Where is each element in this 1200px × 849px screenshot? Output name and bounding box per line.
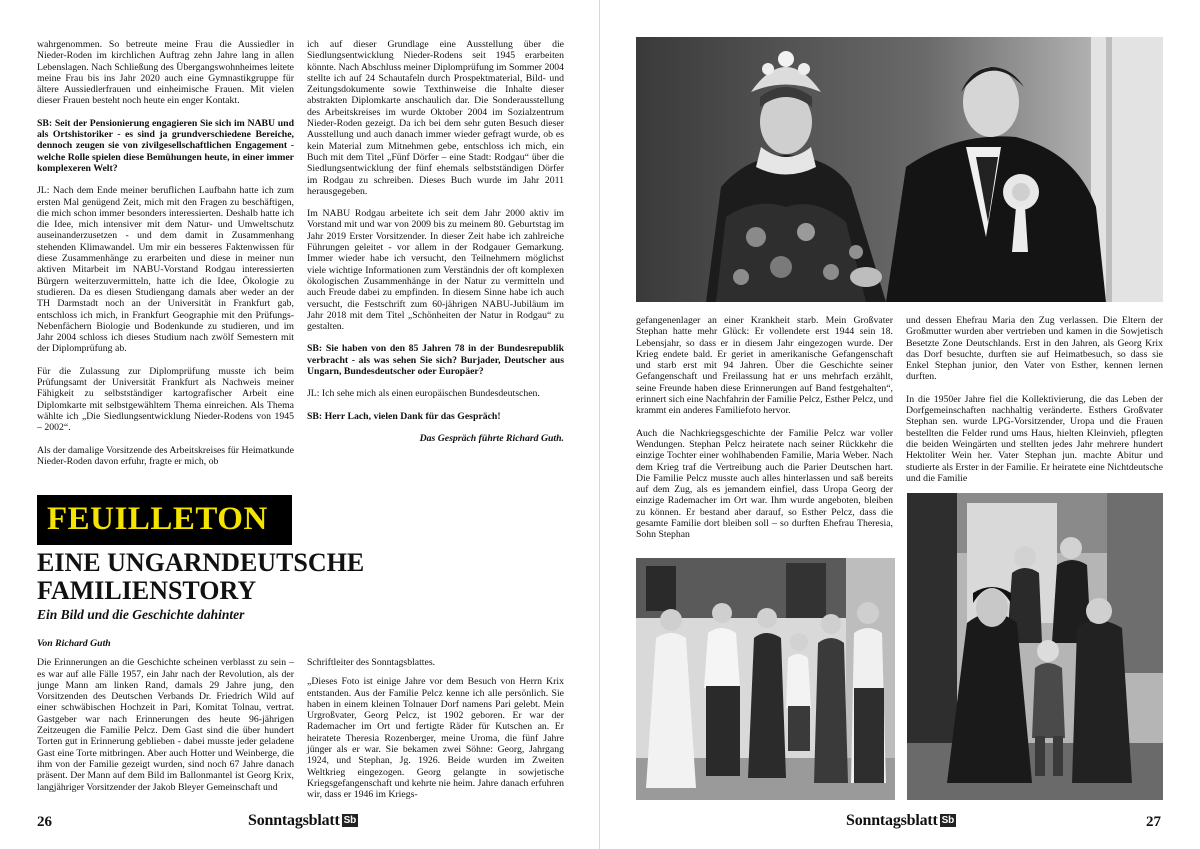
paragraph: Im NABU Rodgau arbeitete ich seit dem Jahr 2000 aktiv im Vorstand mit und war von 2009 bis zu meinem 80. Geburtstag im Jahr 2019 Erster Vorsitzender. In dieser Zeit habe ich zahlreiche Führungen geleitet - vor allem in der Rodgauer Gemarkung. Immer wieder habe ich versucht, den Teilnehmern möglichst viele wichtige Informationen zum Verständnis der oft komplexen ökologischen Zusammenhänge in der Natur zu vermitteln und auch Freude dabei zu empfinden. In diesem Sinne habe ich auch versucht, die Festschrift zum 60-jährigen NABU-Jubiläum im Jahr 2018 mit dem Titel „Schönheiten der Natur in Rodgau“ zu gestalten.: [307, 208, 564, 333]
interview-closing: SB: Herr Lach, vielen Dank für das Gespräch!: [307, 410, 501, 422]
logo-text: Sonntagsblatt: [248, 812, 340, 829]
paragraph: ich auf dieser Grundlage eine Ausstellung über die Siedlungsentwicklung Nieder-Rodens seit 1945 erarbeiten könnte. Nach Abschluss meiner Diplomprüfung im Sommer 2004 stellte ich auf 24 Schautafeln durch Prospektmaterial, Bild- und Zeitungsdokumente sowie Texthinweise die Inhalte dieser abstrakten Diplomkarte anschaulich dar. Die Sonderausstellung des Arbeitskreises im wurde Oktober 2004 im Sozialzentrum Nieder-Roden gezeigt. Da ich bei dem sehr guten Besuch dieser Ausstellung und auch danach immer wieder gefragt wurde, ob es kein Material zum Mitnehmen gebe, entschloss ich mich, ein Buch mit dem Titel „Fünf Dörfer – eine Stadt: Rodgau“ über die Siedlungsentwicklung der fünf ehemals selbstständigen Dörfer im Rodgau zu schreiben. Dieses Buch wurde im Jahr 2011 herausgegeben.: [307, 39, 564, 197]
publication-logo: [846, 812, 956, 830]
paragraph: JL: Nach dem Ende meiner beruflichen Laufbahn hatte ich zum ersten Mal genügend Zeit, mich mit den Fragen zu beschäftigen, die mich schon immer besonders interessierten. Deshalb hatte ich die Idee, mich intensiver mit dem Natur- und Umweltschutz auseinanderzusetzen - und dem damit in Zusammenhang stehenden Klimawandel. Um mir ein besseres Faktenwissen für diese Zusammenhänge zu erarbeiten und diese in meiner nun aktiven Mitarbeit im NABU-Vorstand Rodgau interessierten Bürgern weiterzuvermitteln, hatte ich die Idee, Ökologie zu studieren. Da es diesen Studiengang damals aber weder an der TH Darmstadt noch an der Universität in Frankfurt gab, entschloss ich mich, in Frankfurt Geographie mit den Prüfungs-Nebenfächern Biologie und Bodenkunde zu studieren, und im Jahr 2004 schloss ich dieses Studium nach zwölf Semestern mit der Diplomprüfung ab.: [37, 185, 294, 355]
author-byline: Von Richard Guth: [37, 638, 111, 649]
interview-question: SB: Sie haben von den 85 Jahren 78 in der Bundesrepublik verbracht - als was sehen Sie sich? Burjader, Deutscher aus Ungarn, Bundesdeutscher oder Europäer?: [307, 343, 564, 378]
logo-mark-icon: Sb: [343, 815, 357, 826]
interview-question: SB: Seit der Pensionierung engagieren Sie sich im NABU und als Ortshistoriker - es sind ja grundverschiedene Bereiche, dennoch zeugen sie von zivilgesellschaftlichen Engagement - welche Rolle spielen diese Bemühungen heute, in einer immer komplexeren Welt?: [37, 117, 294, 174]
article-subtitle: Ein Bild und die Geschichte dahinter: [37, 607, 245, 622]
logo-mark-icon: Sb: [941, 815, 955, 826]
wedding-couple-photo: [636, 37, 1163, 302]
paragraph: und dessen Ehefrau Maria den Zug verlassen. Die Eltern der Großmutter wurden aber vertrieben und kamen in die Sowjetisch Besetzte Zone Deutschlands. Erst in den Jahren, als Georg Krix das Dorf besuchte, durften sie auf Heimatbesuch, so dass sie Enkel Stephan junior, den Vater von Esther, kennen lernen durften.: [906, 315, 1163, 383]
text-column-right-1: [636, 315, 893, 552]
family-group-photo: [636, 558, 895, 800]
paragraph: Als der damalige Vorsitzende des Arbeitskreises für Heimatkunde Nieder-Roden davon erfuhr, fragte er mich, ob: [37, 444, 294, 467]
section-label: FEUILLETON: [37, 495, 292, 545]
paragraph: gefangenenlager an einer Krankheit starb. Mein Großvater Stephan hatte mehr Glück: Er vollendete erst 1944 sein 18. Lebensjahr, so dass er in diesem Jahr eingezogen wurde. Der Krieg endete bald. Er geriet in amerikanische Gefangenschaft und starb erst mit 94 Jahren. Über die Geschichte seiner Gefangenschaft und Freilassung hat er uns mehrfach erzählt, seine Freunde haben diese Erinnerungen auf Band festgehalten“, erinnert sich eine Nachfahrin der Familie Pelcz, Esther Pelcz, und krammt ein anderes Familiefoto hervor.: [636, 315, 893, 417]
paragraph: Die Erinnerungen an die Geschichte scheinen verblasst zu sein – es war auf alle Fälle 1957, ein Jahr nach der Revolution, als der junge Mann am linken Rand, damals 29 Jahre jung, den Vorsitzenden des Deutschen Verbands Dr. Friedrich Wild auf einer schwäbischen Hochzeit in Pari, Komitat Tolnau, vertrat. Gastgeber war nach Erinnerungen des heute 96-jährigen Zeitzeugen die Familie Pelcz. Dem Gast sind die über hundert Torten gut in Erinnerung geblieben - dabei musste jeder geladene Gast eine Torte mitbringen. Aber auch Hotter und Weinberge, die ihm von der Familie gezeigt wurden, sind noch 67 Jahre danach präsent. Der Mann auf dem Bild im Ballonmantel ist Georg Krix, langjähriger Vorsitzender der Jakob Bleyer Gemeinschaft und: [37, 657, 294, 793]
paragraph: JL: Ich sehe mich als einen europäischen Bundesdeutschen.: [307, 388, 540, 400]
text-column-left-1: [37, 39, 294, 478]
paragraph: wahrgenommen. So betreute meine Frau die Aussiedler in Nieder-Roden im kirchlichen Auftrag zehn Jahre lang in allen Lebenslagen. Nach Schließung des Übergangswohnheimes leitete meine Frau bis ins Jahr 2020 auch eine Gymnastikgruppe für ältere Aussiedlerfrauen und einheimische Frauen. Mit vielen dieser Frauen besteht noch heute ein enger Kontakt.: [37, 39, 294, 107]
page-right: [600, 0, 1200, 849]
logo-text: Sonntagsblatt: [846, 812, 938, 829]
text-column-left-3: [37, 638, 294, 804]
text-column-right-2: [906, 315, 1163, 495]
page-number: 26: [37, 814, 52, 830]
interview-signature: Das Gespräch führte Richard Guth.: [419, 432, 564, 444]
text-column-left-2: [307, 39, 564, 455]
paragraph: „Dieses Foto ist einige Jahre vor dem Besuch von Herrn Krix entstanden. Aus der Familie Pelcz kenne ich alle persönlich. Sie haben in einem kleinen Tolnauer Dorf namens Pari gelebt. Mein Urgroßvater, Georg Pelcz, ist 1902 geboren. Er war der Rademacher im Ort und fertigte Räder für Kutschen an. Er heiratete Theresia Rozenberger, meine Uroma, die fünf Jahre jünger als er war. Sie bekamen zwei Söhne: Georg, Jahrgang 1924, und Stephan, Jg. 1926. Beide wurden im Zweiten Weltkrieg eingezogen. Georg gelangte in sowjetische Kriegsgefangenschaft und kehrte nie heim. Jahre danach erfuhren wir, dass er 1946 im Kriegs-: [307, 676, 564, 801]
paragraph: Schriftleiter des Sonntagsblattes.: [307, 657, 436, 668]
text-column-left-4: [307, 657, 564, 812]
paragraph: In die 1950er Jahre fiel die Kollektivierung, die das Leben der Dorfgemeinschaften nachhaltig veränderte. Esthers Großvater Stephan sen. wurde LPG-Vorsitzender, Uropa und die Frauen bestellten die Felder rund ums Haus, hielten Kleinvieh, pflegten die beiden Weingärten und stellten jedes Jahr mehrere hundert Hektoliter Wein her. Vater Stephan jun. machte Abitur und studierte als Erster in der Familie. Er heiratete eine Nichtdeutsche und die Familie: [906, 393, 1163, 484]
family-portrait-photo: [907, 493, 1163, 800]
article-title: EINE UNGARNDEUTSCHE FAMILIENSTORY: [37, 548, 365, 605]
publication-logo: [248, 812, 358, 830]
page-number: 27: [1146, 814, 1161, 830]
paragraph: Auch die Nachkriegsgeschichte der Familie Pelcz war voller Wendungen. Stephan Pelcz heiratete nach seiner Rückkehr die einzige Tochter einer wohlhabenden Familie, Maria Weber. Nach dem Krieg traf die Vertreibung auch die Parier Deutschen hart. Die Familie Pelcz musste auch alles hinterlassen und saß bereits auf dem Zug, als es jemandem einfiel, dass Uropa Georg der einzige Rademacher im Ort war. Ihm wurde angeboten, bleiben zu können. Er bestand aber darauf, so Esther Pelcz, dass die gesamte Familie dort bleiben soll – so durften Ehefrau Theresia, Sohn Stephan: [636, 427, 893, 541]
paragraph: Für die Zulassung zur Diplomprüfung musste ich beim Prüfungsamt der Universität Frankfurt als Nachweis meiner Fähigkeit zu selbstständiger kartografischer Arbeit eine Diplomkarte mit selbstgewähltem Thema einreichen. Als Thema wählte ich „Die Siedlungsentwicklung Nieder-Rodens von 1945 – 2002“.: [37, 365, 294, 434]
